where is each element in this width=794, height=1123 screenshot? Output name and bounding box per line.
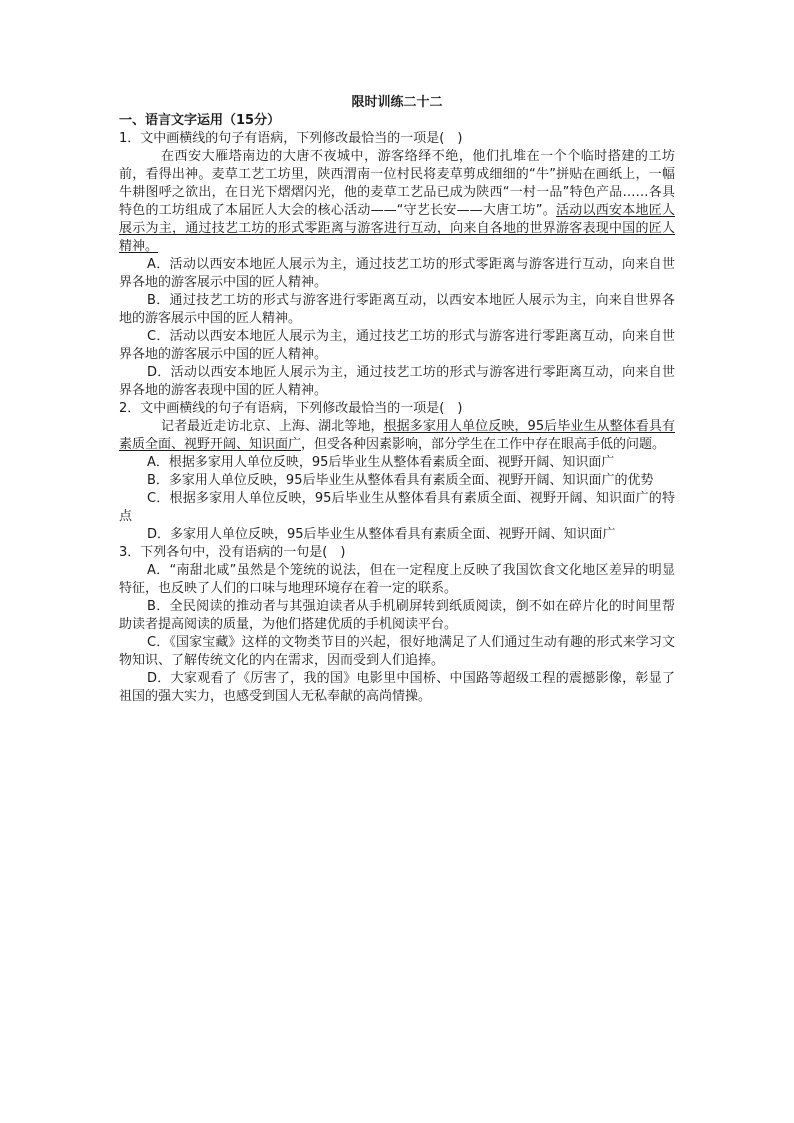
question-3-option-b: B．全民阅读的推动者与其强迫读者从手机刷屏转到纸质阅读，倒不如在碎片化的时间里帮助读者提高阅读的质量，为他们搭建优质的手机阅读平台。 — [119, 599, 675, 632]
question-1-underlined-sentence: 活动以西安本地匠人展示为主，通过技艺工坊的形式零距离与游客进行互动，向来自各地的世界游客表现中国的匠人精神。 — [119, 203, 675, 254]
question-1-option-d: D．活动以西安本地匠人展示为主，通过技艺工坊的形式与游客进行零距离互动，向来自世界各地的游客表现中国的匠人精神。 — [119, 365, 675, 398]
question-3-stem: 3．下列各句中，没有语病的一句是( ) — [119, 545, 346, 560]
question-2-stem: 2．文中画横线的句子有语病，下列修改最恰当的一项是( ) — [119, 401, 463, 416]
question-3-option-c: C．《国家宝藏》这样的文物类节目的兴起，很好地满足了人们通过生动有趣的形式来学习文物知识、了解传统文化的内在需求，因而受到人们追捧。 — [119, 635, 675, 668]
question-1-passage-text: 在西安大雁塔南边的大唐不夜城中，游客络绎不绝，他们扎堆在一个个临时搭建的工坊前，看得出神。麦草工艺工坊里，陕西渭南一位村民将麦草剪成细细的“牛”拼贴在画纸上，一幅牛耕图呼之欲出，在日光下熠熠闪光，他的麦草工艺品已成为陕西“一村一品”特色产品……各具特色的工坊组成了本届匠人大会的核心活动——“守艺长安——大唐工坊”。 — [119, 149, 675, 218]
question-2-underlined-sentence: 根据多家用人单位反映，95后毕业生从整体看具有素质全面、视野开阔、知识面广 — [119, 419, 675, 452]
document-page — [119, 94, 675, 706]
question-2-option-a: A．根据多家用人单位反映，95后毕业生从整体看素质全面、视野开阔、知识面广 — [147, 455, 615, 470]
question-2-option-c: C．根据多家用人单位反映，95后毕业生从整体看具有素质全面、视野开阔、知识面广的特点 — [119, 491, 675, 524]
question-1-option-a: A．活动以西安本地匠人展示为主，通过技艺工坊的形式零距离与游客进行互动，向来自世界各地的游客展示中国的匠人精神。 — [119, 257, 675, 290]
question-2-passage-after: ，但受各种因素影响，部分学生在工作中存在眼高手低的问题。 — [301, 437, 666, 452]
question-3-option-a: A．“南甜北咸”虽然是个笼统的说法，但在一定程度上反映了我国饮食文化地区差异的明显特征，也反映了人们的口味与地理环境存在着一定的联系。 — [119, 563, 675, 596]
question-1-passage — [119, 148, 675, 256]
section-heading-language: 一、语言文字运用（15分） — [119, 113, 281, 128]
question-3-option-d: D．大家观看了《厉害了，我的国》电影里中国桥、中国路等超级工程的震撼影像，彰显了祖国的强大实力，也感受到国人无私奉献的高尚情操。 — [119, 671, 675, 704]
question-2-passage-before: 记者最近走访北京、上海、湖北等地， — [161, 419, 384, 434]
question-2-passage — [119, 418, 675, 454]
question-1-option-c: C．活动以西安本地匠人展示为主，通过技艺工坊的形式与游客进行零距离互动，向来自世界各地的游客展示中国的匠人精神。 — [119, 329, 675, 362]
question-2-option-d: D．多家用人单位反映，95后毕业生从整体看具有素质全面、视野开阔、知识面广 — [147, 527, 616, 542]
question-1-stem: 1．文中画横线的句子有语病，下列修改最恰当的一项是( ) — [119, 131, 463, 146]
document-title: 限时训练二十二 — [351, 95, 443, 110]
question-1-option-b: B．通过技艺工坊的形式与游客进行零距离互动，以西安本地匠人展示为主，向来自世界各地的游客展示中国的匠人精神。 — [119, 293, 675, 326]
question-2-option-b: B．多家用人单位反映，95后毕业生从整体看具有素质全面、视野开阔、知识面广的优势 — [147, 473, 654, 488]
